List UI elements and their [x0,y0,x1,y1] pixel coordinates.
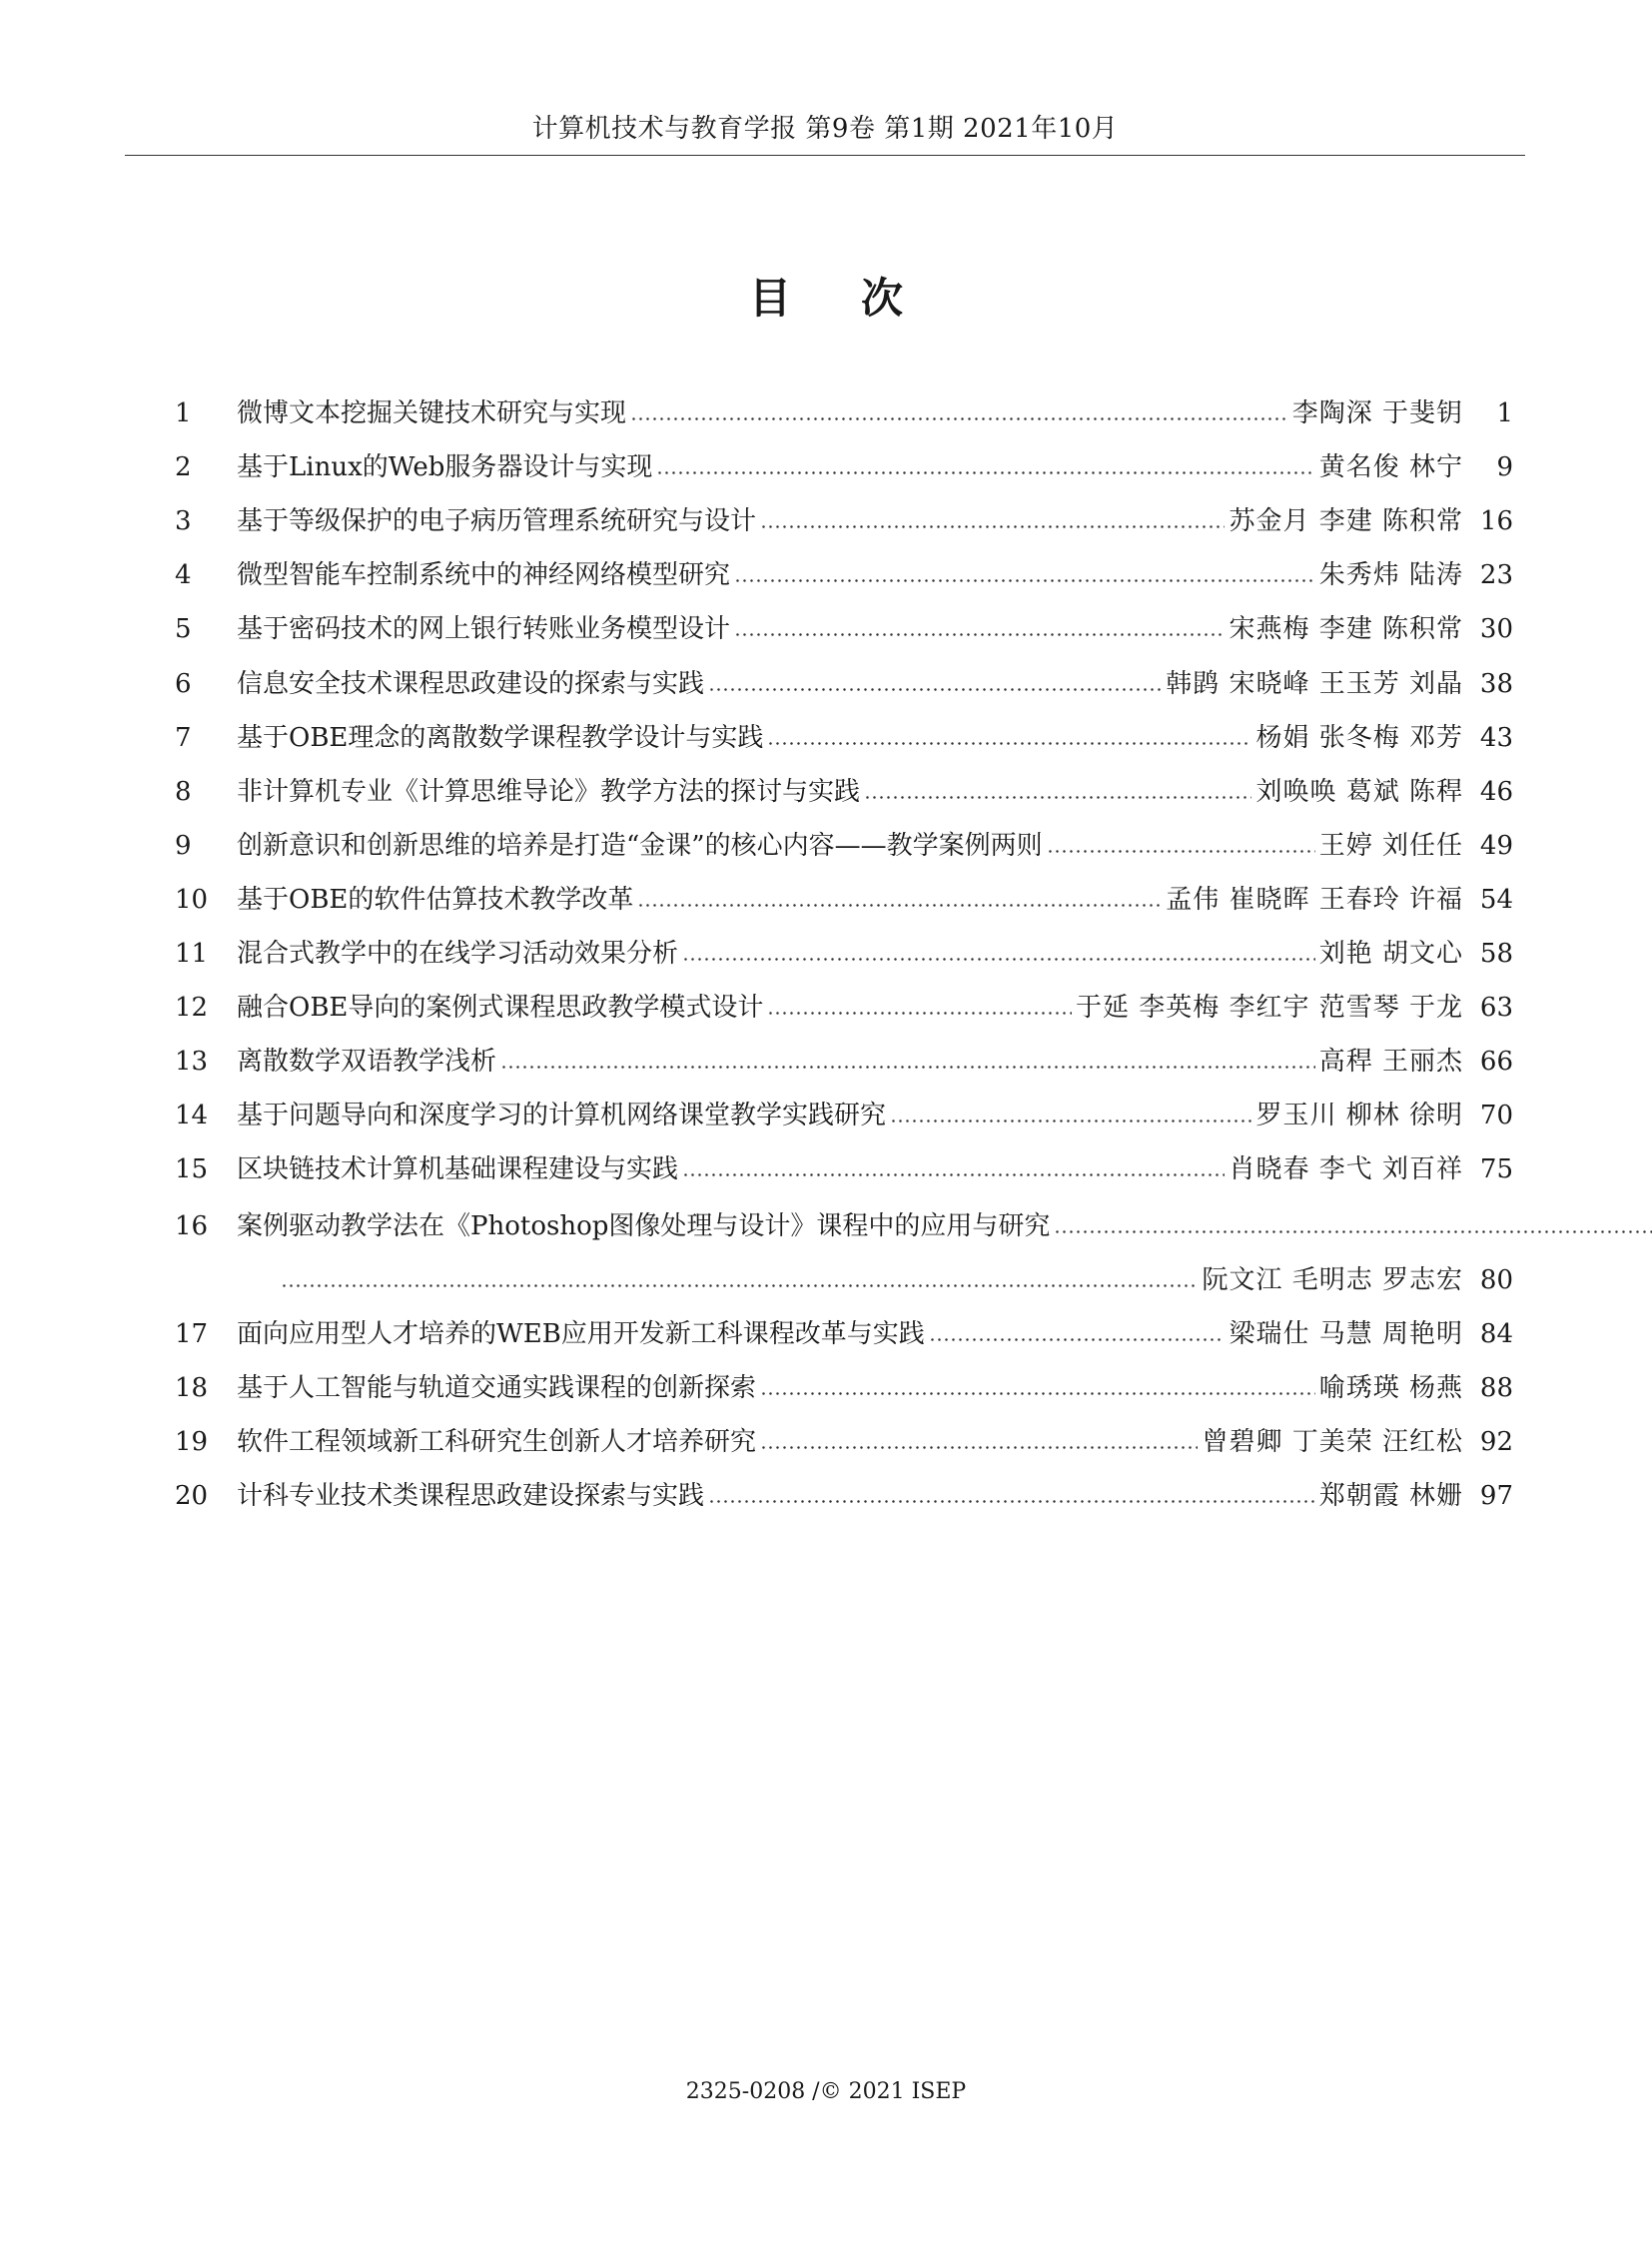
toc-page-number: 92 [1479,1427,1513,1457]
toc-page-number: 75 [1479,1154,1513,1184]
toc-number: 14 [175,1101,209,1130]
page-footer: 2325-0208 /© 2021 ISEP [685,2079,967,2104]
toc-page-number: 38 [1479,669,1513,699]
toc-authors: 罗玉川 柳林 徐明 [1255,1101,1463,1130]
toc-page-number: 54 [1479,885,1513,915]
leader-dots [637,904,1162,907]
toc-authors: 刘唤唤 葛斌 陈稈 [1255,777,1463,807]
leader-dots [760,525,1225,528]
toc-number: 3 [175,506,192,536]
leader-dots [708,1500,1315,1503]
toc-row[interactable] [175,1476,1513,1516]
toc-authors: 曾碧卿 丁美荣 汪红松 [1202,1427,1463,1457]
leader-dots [630,417,1288,420]
leader-dots [760,1446,1198,1449]
toc-number: 16 [175,1211,209,1241]
toc-entry [237,1206,1463,1246]
toc-row[interactable] [175,1368,1513,1408]
toc-entry [237,447,1463,487]
toc-authors: 孟伟 崔晓晖 王春玲 许福 [1166,885,1463,915]
leader-dots [767,1012,1072,1015]
title-char-1: 目 [748,274,791,323]
toc-entry [237,501,1463,541]
toc-authors: 于延 李英梅 李红宇 范雪琴 于龙 [1075,993,1463,1023]
toc-entry [237,880,1463,920]
toc-row[interactable] [175,501,1513,541]
toc-page-number: 16 [1479,506,1513,536]
toc-entry [237,393,1463,433]
toc-authors: 杨娟 张冬梅 邓芳 [1255,723,1463,753]
toc-number: 9 [175,831,192,861]
toc-number: 19 [175,1427,209,1457]
toc-row[interactable] [175,1042,1513,1082]
leader-dots [500,1066,1315,1069]
toc-title[interactable]: 基于等级保护的电子病历管理系统研究与设计 [237,506,757,536]
toc-title[interactable]: 基于Linux的Web服务器设计与实现 [237,452,653,482]
toc-title[interactable]: 非计算机专业《计算思维导论》教学方法的探讨与实践 [237,777,861,807]
toc-entry [237,1096,1463,1135]
toc-entry [237,555,1463,595]
toc-row[interactable] [175,609,1513,649]
toc-row[interactable] [175,1422,1513,1462]
toc-title[interactable]: 基于人工智能与轨道交通实践课程的创新探索 [237,1373,757,1403]
toc-authors: 梁瑞仕 马慧 周艳明 [1229,1319,1463,1349]
toc-number: 5 [175,614,192,644]
toc-number: 12 [175,993,209,1023]
toc-row[interactable] [175,1206,1513,1246]
toc-row[interactable] [175,664,1513,704]
toc-authors: 黄名俊 林宁 [1318,452,1463,482]
toc-row[interactable] [175,718,1513,758]
toc-page-number: 63 [1479,993,1513,1023]
toc-row[interactable] [175,934,1513,974]
toc-row[interactable] [175,988,1513,1028]
toc-authors: 苏金月 李建 陈积常 [1229,506,1463,536]
toc-title[interactable]: 计科专业技术类课程思政建设探索与实践 [237,1481,705,1511]
toc-page-number: 97 [1479,1481,1513,1511]
toc-page-number: 23 [1479,560,1513,590]
toc-entry [237,772,1463,812]
toc-row[interactable] [175,772,1513,812]
toc-page-number: 49 [1479,831,1513,861]
toc-entry [237,826,1463,866]
toc-number: 10 [175,885,209,915]
toc-authors: 朱秀炜 陆涛 [1318,560,1463,590]
leader-dots [656,471,1314,474]
toc-row[interactable] [175,447,1513,487]
toc-title[interactable]: 案例驱动教学法在《Photoshop图像处理与设计》课程中的应用与研究 [237,1211,1051,1241]
leader-dots [890,1120,1251,1122]
leader-dots [682,1173,1225,1176]
toc-entry [237,1314,1463,1354]
toc-row[interactable] [175,1314,1513,1354]
toc-title[interactable]: 离散数学双语教学浅析 [237,1047,497,1077]
toc-title[interactable]: 混合式教学中的在线学习活动效果分析 [237,939,679,969]
leader-dots [1047,850,1315,853]
toc-number: 6 [175,669,192,699]
toc-row[interactable] [175,1149,1513,1189]
toc-number: 20 [175,1481,209,1511]
leader-dots [1054,1230,1652,1233]
toc-page-number: 1 [1496,398,1513,428]
toc-page-number: 30 [1479,614,1513,644]
toc-page-number: 9 [1496,452,1513,482]
leader-dots [708,688,1162,691]
toc-entry [237,718,1463,758]
toc-entry [237,1368,1463,1408]
toc-entry [237,988,1463,1028]
toc-title[interactable]: 微型智能车控制系统中的神经网络模型研究 [237,560,731,590]
toc-title[interactable]: 信息安全技术课程思政建设的探索与实践 [237,669,705,699]
toc-authors: 王婷 刘任任 [1318,831,1463,861]
toc-authors: 郑朝霞 林姗 [1318,1481,1463,1511]
toc-title[interactable]: 基于OBE理念的离散数学课程教学设计与实践 [237,723,764,753]
toc-row[interactable] [175,880,1513,920]
toc-number: 4 [175,560,192,590]
toc-number: 8 [175,777,192,807]
leader-dots [767,742,1251,745]
leader-dots [734,579,1315,582]
toc-page-number: 80 [1479,1265,1513,1295]
toc-page-number: 58 [1479,939,1513,969]
toc-row[interactable] [175,1096,1513,1135]
toc-title[interactable]: 创新意识和创新思维的培养是打造“金课”的核心内容——教学案例两则 [237,831,1043,861]
toc-entry [237,1260,1463,1300]
leader-dots [281,1284,1198,1287]
toc-row[interactable] [175,555,1513,595]
toc-page-number: 84 [1479,1319,1513,1349]
toc-page-number: 88 [1479,1373,1513,1403]
leader-dots [929,1338,1226,1341]
toc-number: 2 [175,452,192,482]
toc-title[interactable]: 融合OBE导向的案例式课程思政教学模式设计 [237,993,764,1023]
toc-number: 1 [175,398,192,428]
leader-dots [734,633,1225,636]
toc-authors: 宋燕梅 李建 陈积常 [1229,614,1463,644]
toc-title[interactable]: 区块链技术计算机基础课程建设与实践 [237,1154,679,1184]
toc-authors: 高稈 王丽杰 [1318,1047,1463,1077]
toc-entry [237,664,1463,704]
toc-number: 18 [175,1373,209,1403]
toc-row[interactable] [175,393,1513,433]
toc-number: 13 [175,1047,209,1077]
toc-title[interactable]: 面向应用型人才培养的WEB应用开发新工科课程改革与实践 [237,1319,925,1349]
toc-number: 17 [175,1319,209,1349]
title-char-2: 次 [861,274,904,323]
leader-dots [864,796,1251,799]
toc-authors: 肖晓春 李弋 刘百祥 [1229,1154,1463,1184]
toc-page-number: 70 [1479,1101,1513,1130]
toc-authors: 刘艳 胡文心 [1318,939,1463,969]
toc-number: 7 [175,723,192,753]
toc-authors: 喻琇瑛 杨燕 [1318,1373,1463,1403]
toc-title[interactable]: 软件工程领域新工科研究生创新人才培养研究 [237,1427,757,1457]
toc-entry [237,1042,1463,1082]
toc-page-number: 46 [1479,777,1513,807]
toc-title[interactable]: 微博文本挖掘关键技术研究与实现 [237,398,627,428]
toc-authors: 李陶深 于斐钥 [1291,398,1463,428]
toc-authors: 韩鹍 宋晓峰 王玉芳 刘晶 [1166,669,1463,699]
toc-entry [237,934,1463,974]
toc-number: 11 [175,939,209,969]
toc-row[interactable] [175,1260,1513,1300]
toc-entry [237,1476,1463,1516]
toc-title[interactable]: 基于密码技术的网上银行转账业务模型设计 [237,614,731,644]
toc-title[interactable]: 基于问题导向和深度学习的计算机网络课堂教学实践研究 [237,1101,887,1130]
toc-entry [237,1149,1463,1189]
toc-entry [237,1422,1463,1462]
toc-authors: 阮文江 毛明志 罗志宏 [1202,1265,1463,1295]
journal-header: 计算机技术与教育学报 第9卷 第1期 2021年10月 [531,114,1119,144]
leader-dots [682,958,1315,961]
toc-title[interactable]: 基于OBE的软件估算技术教学改革 [237,885,634,915]
leader-dots [760,1392,1315,1395]
toc-page-number: 66 [1479,1047,1513,1077]
toc-row[interactable] [175,826,1513,866]
toc-page-number: 43 [1479,723,1513,753]
toc-number: 15 [175,1154,209,1184]
toc-entry [237,609,1463,649]
